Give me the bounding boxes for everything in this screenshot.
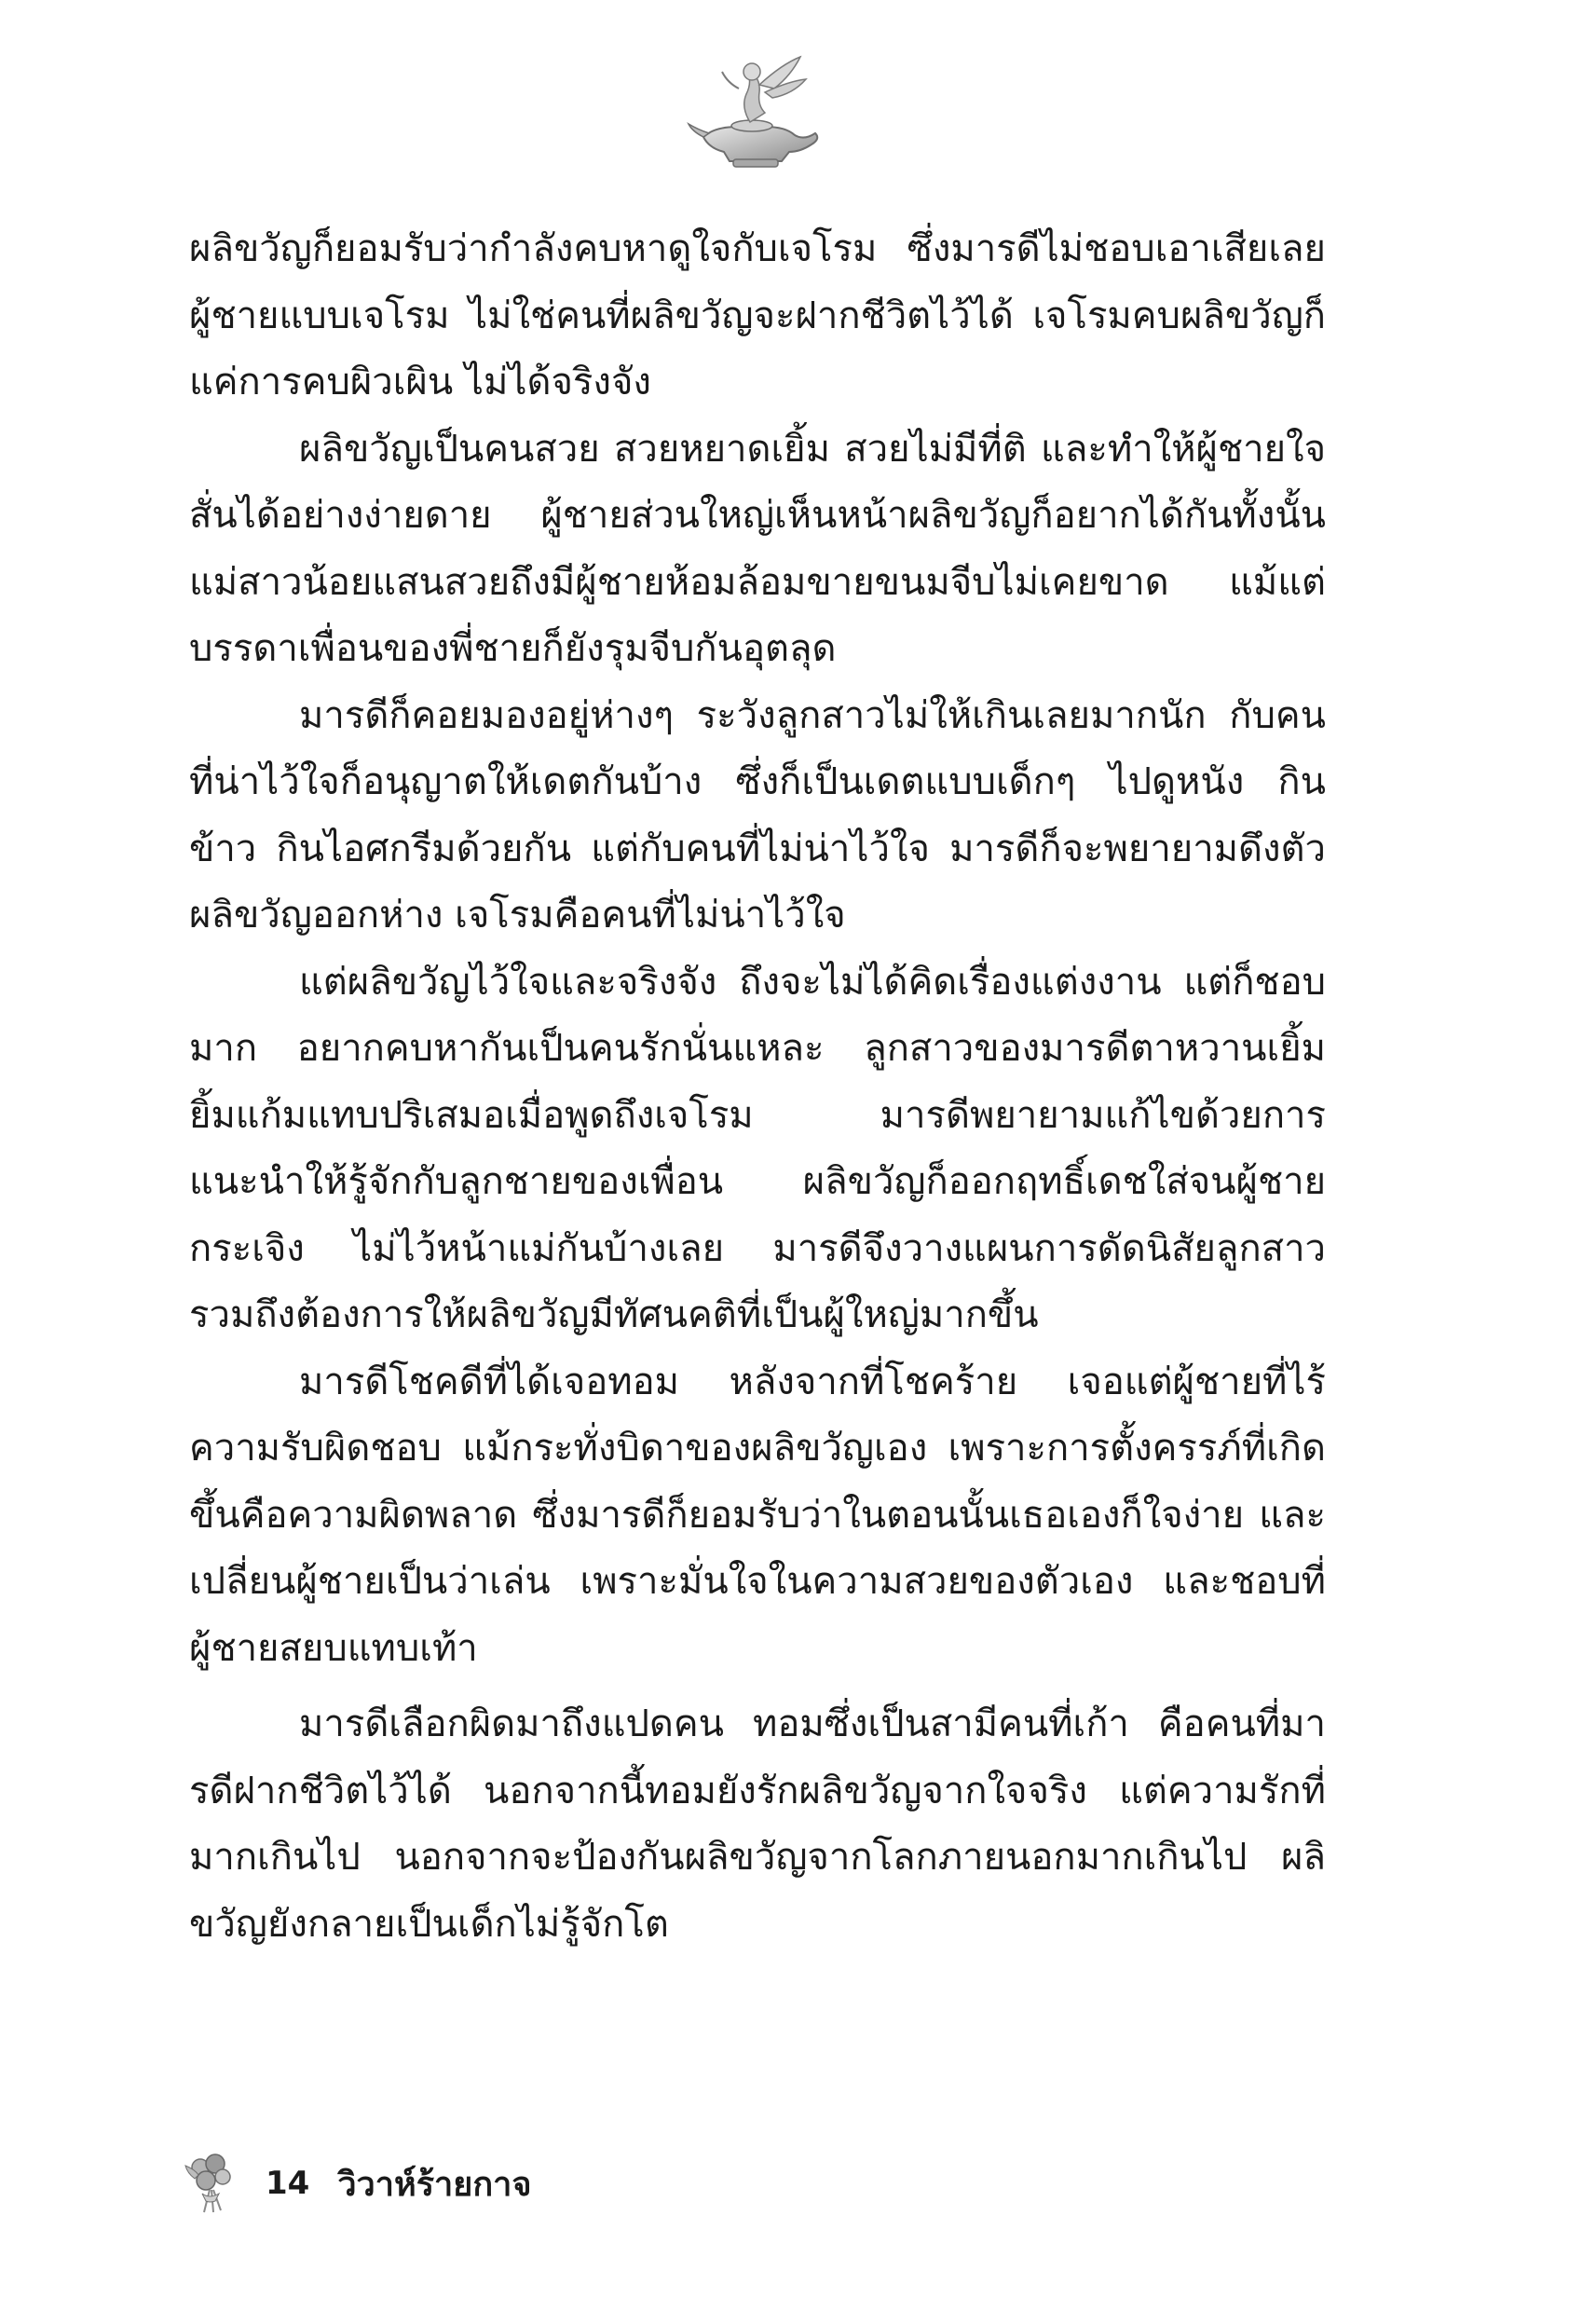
paragraph-4: แต่ผลิขวัญไว้ใจและจริงจัง ถึงจะไม่ได้คิดเรื่องแต่งงาน แต่ก็ชอบมาก อยากคบหากันเป็นคนรักนั่นแหละ ลูกสาวของมารดีตาหวานเยิ้ม ยิ้มแก้มแทบปริเสมอเมื่อพูดถึงเจโรม มารดีพยายามแก้ไขด้วยการแนะนำให้รู้จักกับลูกชายของเพื่อน ผลิขวัญก็ออกฤทธิ์เดชใส่จนผู้ชายกระเจิง ไม่ไว้หน้าแม่กันบ้างเลย มารดีจึงวางแผนการดัดนิสัยลูกสาว รวมถึงต้องการให้ผลิขวัญมีทัศนคติที่เป็นผู้ใหญ่มากขึ้น xyxy=(189,960,1326,1336)
body-text xyxy=(189,216,1326,1949)
paragraph-2: ผลิขวัญเป็นคนสวย สวยหยาดเยิ้ม สวยไม่มีที่ติ และทำให้ผู้ชายใจสั่นได้อย่างง่ายดาย ผู้ชายส่วนใหญ่เห็นหน้าผลิขวัญก็อยากได้กันทั้งนั้น แม่สาวน้อยแสนสวยถึงมีผู้ชายห้อมล้อมขายขนมจีบไม่เคยขาด แม้แต่บรรดาเพื่อนของพี่ชายก็ยังรุมจีบกันอุตลุด xyxy=(189,427,1326,670)
page-number: 14 xyxy=(266,2165,310,2202)
flower-bouquet-icon xyxy=(182,2151,238,2216)
paragraph-5: มารดีโชคดีที่ได้เจอทอม หลังจากที่โชคร้าย เจอแต่ผู้ชายที่ไร้ความรับผิดชอบ แม้กระทั่งบิดาของผลิขวัญเอง เพราะการตั้งครรภ์ที่เกิดขึ้นคือความผิดพลาด ซึ่งมารดีก็ยอมรับว่าในตอนนั้นเธอเองก็ใจง่าย และเปลี่ยนผู้ชายเป็นว่าเล่น เพราะมั่นใจในความสวยของตัวเอง และชอบที่ผู้ชายสยบแทบเท้า xyxy=(189,1360,1326,1670)
paragraph-6: มารดีเลือกผิดมาถึงแปดคน ทอมซึ่งเป็นสามีคนที่เก้า คือคนที่มารดีฝากชีวิตไว้ได้ นอกจากนี้ทอมยังรักผลิขวัญจากใจจริง แต่ความรักที่มากเกินไป นอกจากจะป้องกันผลิขวัญจากโลกภายนอกมากเกินไป ผลิขวัญยังกลายเป็นเด็กไม่รู้จักโต xyxy=(189,1702,1326,1946)
book-title: วิวาห์ร้ายกาจ xyxy=(337,2165,532,2204)
paragraph-3: มารดีก็คอยมองอยู่ห่างๆ ระวังลูกสาวไม่ให้เกินเลยมากนัก กับคนที่น่าไว้ใจก็อนุญาตให้เดตกันบ้าง ซึ่งก็เป็นเดตแบบเด็กๆ ไปดูหนัง กินข้าว กินไอศกรีมด้วยกัน แต่กับคนที่ไม่น่าไว้ใจ มารดีก็จะพยายามดึงตัวผลิขวัญออกห่าง เจโรมคือคนที่ไม่น่าไว้ใจ xyxy=(189,693,1326,937)
cupid-genie-lamp-icon xyxy=(685,51,825,172)
page-footer xyxy=(182,2151,531,2216)
paragraph-1: ผลิขวัญก็ยอมรับว่ากำลังคบหาดูใจกับเจโรม ซึ่งมารดีไม่ชอบเอาเสียเลย ผู้ชายแบบเจโรม ไม่ใช่คนที่ผลิขวัญจะฝากชีวิตไว้ได้ เจโรมคบผลิขวัญก็แค่การคบผิวเผิน ไม่ได้จริงจัง xyxy=(189,227,1326,403)
